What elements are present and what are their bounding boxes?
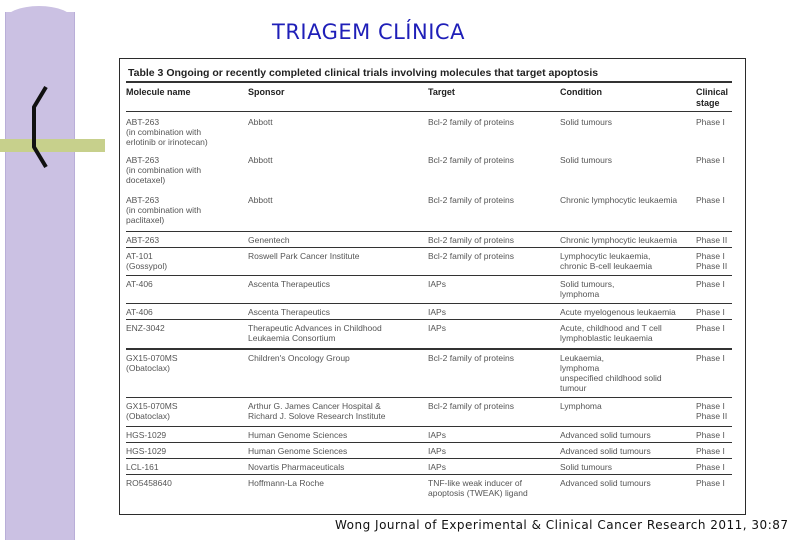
cell-sponsor: Human Genome Sciences <box>248 430 348 440</box>
table-top-rule <box>126 81 732 83</box>
cell-condition: Advanced solid tumours <box>560 478 651 488</box>
cell-molecule: AT-101 (Gossypol) <box>126 251 168 271</box>
row-rule <box>126 426 732 427</box>
cell-condition: Chronic lymphocytic leukaemia <box>560 195 678 205</box>
cell-target: IAPs <box>428 446 446 456</box>
header-molecule: Molecule name <box>126 87 191 97</box>
cell-molecule: AT-406 <box>126 279 153 289</box>
cell-molecule: ABT-263 (in combination with paclitaxel) <box>126 195 202 225</box>
cell-molecule: GX15-070MS (Obatoclax) <box>126 401 178 421</box>
cell-condition: Advanced solid tumours <box>560 446 651 456</box>
cell-stage: Phase I <box>696 195 725 205</box>
cell-target: IAPs <box>428 279 446 289</box>
cell-target: Bcl-2 family of proteins <box>428 353 514 363</box>
row-rule <box>126 247 732 248</box>
cell-stage: Phase II <box>696 235 728 245</box>
cell-molecule: HGS-1029 <box>126 446 167 456</box>
cell-molecule: ABT-263 (in combination with erlotinib or irinotecan) <box>126 117 208 147</box>
row-rule <box>126 348 732 350</box>
cell-sponsor: Therapeutic Advances in Childhood Leukaemia Consortium <box>248 323 382 343</box>
cell-target: Bcl-2 family of proteins <box>428 251 514 261</box>
cell-condition: Lymphoma <box>560 401 602 411</box>
table-caption: Table 3 Ongoing or recently completed clinical trials involving molecules that target apoptosis <box>128 67 599 79</box>
row-rule <box>126 303 732 304</box>
row-rule <box>126 458 732 459</box>
cell-stage: Phase I <box>696 353 725 363</box>
cell-stage: Phase I <box>696 430 725 440</box>
cell-stage: Phase I <box>696 155 725 165</box>
cell-molecule: ENZ-3042 <box>126 323 165 333</box>
cell-sponsor: Roswell Park Cancer Institute <box>248 251 360 261</box>
row-rule <box>126 397 732 398</box>
header-stage: Clinical stage <box>696 87 729 108</box>
cell-molecule: LCL-161 <box>126 462 159 472</box>
clinical-trials-table <box>119 58 746 515</box>
cell-sponsor: Children's Oncology Group <box>248 353 350 363</box>
bracket-icon <box>28 85 58 169</box>
cell-sponsor: Human Genome Sciences <box>248 446 348 456</box>
cell-stage: Phase I Phase II <box>696 401 728 421</box>
cell-sponsor: Novartis Pharmaceuticals <box>248 462 345 472</box>
cell-target: Bcl-2 family of proteins <box>428 235 514 245</box>
cell-sponsor: Abbott <box>248 155 273 165</box>
header-target: Target <box>428 87 455 97</box>
cell-condition: Solid tumours <box>560 117 612 127</box>
cell-molecule: ABT-263 (in combination with docetaxel) <box>126 155 202 185</box>
cell-stage: Phase I <box>696 446 725 456</box>
row-rule <box>126 231 732 232</box>
cell-molecule: RO5458640 <box>126 478 172 488</box>
cell-target: Bcl-2 family of proteins <box>428 195 514 205</box>
cell-molecule: HGS-1029 <box>126 430 167 440</box>
cell-condition: Acute myelogenous leukaemia <box>560 307 676 317</box>
cell-stage: Phase I <box>696 478 725 488</box>
row-rule <box>126 474 732 475</box>
cell-target: IAPs <box>428 462 446 472</box>
row-rule <box>126 319 732 320</box>
cell-sponsor: Genentech <box>248 235 290 245</box>
header-rule <box>126 111 732 112</box>
cell-target: IAPs <box>428 430 446 440</box>
cell-molecule: AT-406 <box>126 307 153 317</box>
cell-condition: Acute, childhood and T cell lymphoblastic leukaemia <box>560 323 662 343</box>
cell-target: Bcl-2 family of proteins <box>428 401 514 411</box>
cell-target: TNF-like weak inducer of apoptosis (TWEAK) ligand <box>428 478 528 498</box>
cell-condition: Solid tumours <box>560 155 612 165</box>
cell-sponsor: Arthur G. James Cancer Hospital & Richard J. Solove Research Institute <box>248 401 386 421</box>
cell-target: IAPs <box>428 323 446 333</box>
cell-sponsor: Hoffmann-La Roche <box>248 478 324 488</box>
cell-molecule: GX15-070MS (Obatoclax) <box>126 353 178 373</box>
row-rule <box>126 442 732 443</box>
cell-sponsor: Ascenta Therapeutics <box>248 279 331 289</box>
cell-molecule: ABT-263 <box>126 235 160 245</box>
cell-target: Bcl-2 family of proteins <box>428 117 514 127</box>
header-sponsor: Sponsor <box>248 87 285 97</box>
cell-stage: Phase I <box>696 307 725 317</box>
row-rule <box>126 275 732 276</box>
cell-stage: Phase I <box>696 462 725 472</box>
cell-stage: Phase I <box>696 323 725 333</box>
cell-condition: Leukaemia, lymphoma unspecified childhood solid tumour <box>560 353 662 393</box>
slide-title: TRIAGEM CLÍNICA <box>272 20 465 44</box>
cell-stage: Phase I <box>696 117 725 127</box>
citation-footer: Wong Journal of Experimental & Clinical Cancer Research 2011, 30:87 <box>335 518 789 532</box>
cell-stage: Phase I <box>696 279 725 289</box>
cell-sponsor: Abbott <box>248 195 273 205</box>
header-condition: Condition <box>560 87 602 97</box>
cell-condition: Advanced solid tumours <box>560 430 651 440</box>
cell-condition: Solid tumours <box>560 462 612 472</box>
cell-target: IAPs <box>428 307 446 317</box>
cell-condition: Lymphocytic leukaemia, chronic B-cell leukaemia <box>560 251 653 271</box>
cell-stage: Phase I Phase II <box>696 251 728 271</box>
cell-condition: Solid tumours, lymphoma <box>560 279 615 299</box>
cell-condition: Chronic lymphocytic leukaemia <box>560 235 678 245</box>
cell-sponsor: Ascenta Therapeutics <box>248 307 331 317</box>
cell-sponsor: Abbott <box>248 117 273 127</box>
cell-target: Bcl-2 family of proteins <box>428 155 514 165</box>
